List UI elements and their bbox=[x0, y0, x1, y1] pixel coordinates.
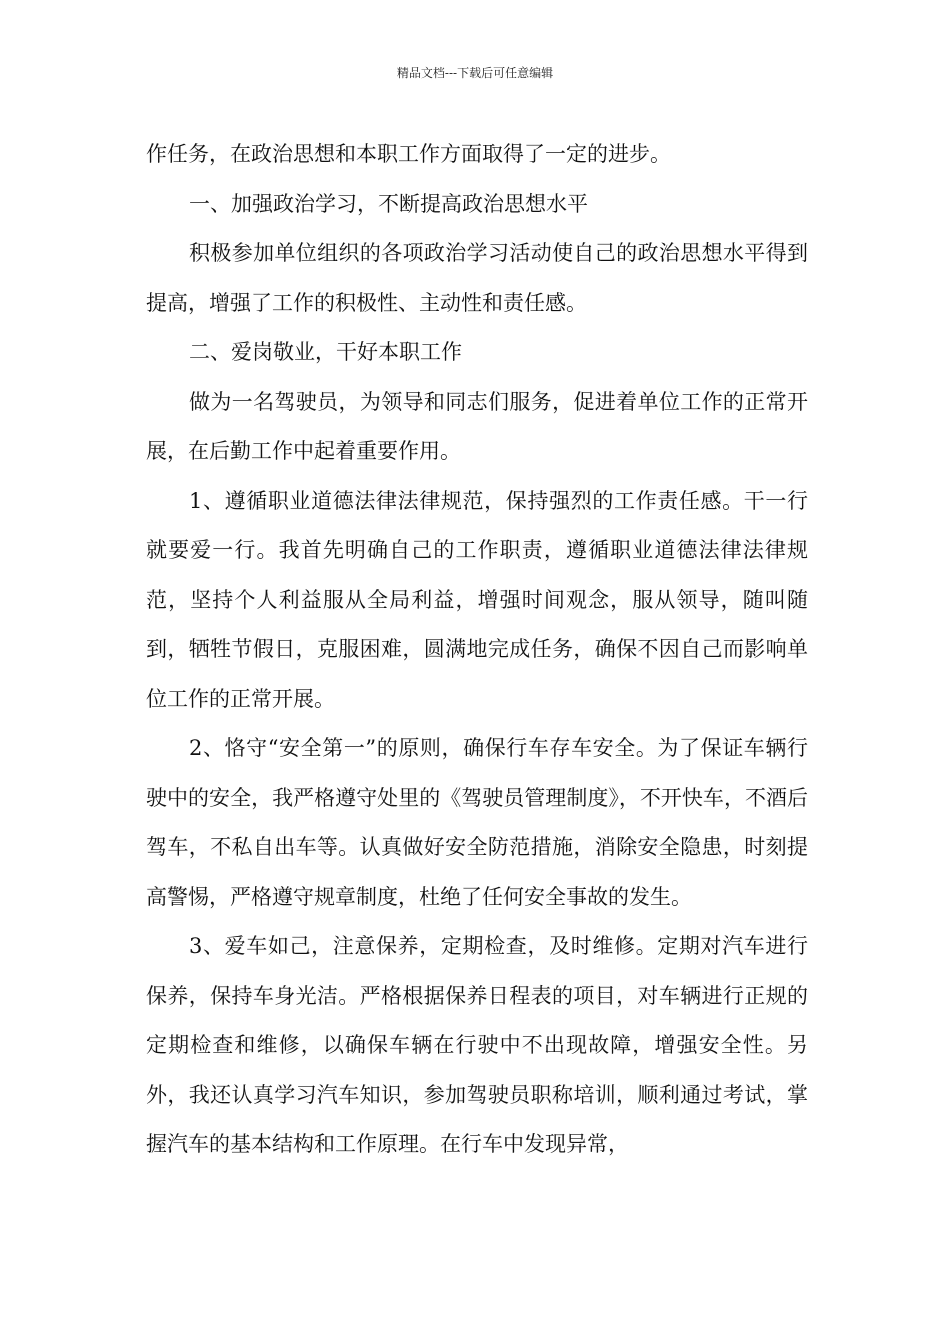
paragraph-item-1-ethics: 1、遵循职业道德法律法律规范，保持强烈的工作责任感。干一行就要爱一行。我首先明确自己的工作职责，遵循职业道德法律法律规范，坚持个人利益服从全局利益，增强时间观念，服从领导，随叫随到，牺牲节假日，克服困难，圆满地完成任务，确保不因自己而影响单位工作的正常开展。 bbox=[146, 488, 808, 711]
paragraph-political-study: 积极参加单位组织的各项政治学习活动使自己的政治思想水平得到提高，增强了工作的积极性、主动性和责任感。 bbox=[146, 241, 808, 315]
page-header: 精品文档---下载后可任意编辑 bbox=[396, 66, 554, 80]
section-heading-political-study: 一、加强政治学习，不断提高政治思想水平 bbox=[189, 191, 588, 216]
paragraph-item-3-maintenance: 3、爱车如己，注意保养，定期检查，及时维修。定期对汽车进行保养，保持车身光洁。严格根据保养日程表的项目，对车辆进行正规的定期检查和维修，以确保车辆在行驶中不出现故障，增强安全性。另外，我还认真学习汽车知识，参加驾驶员职称培训，顺利通过考试，掌握汽车的基本结构和工作原理。在行车中发现异常， bbox=[146, 934, 808, 1156]
section-heading-job-dedication: 二、爱岗敬业，干好本职工作 bbox=[189, 340, 462, 364]
paragraph-continuation: 作任务，在政治思想和本职工作方面取得了一定的进步。 bbox=[146, 142, 671, 166]
paragraph-driver-role: 做为一名驾驶员，为领导和同志们服务，促进着单位工作的正常开展，在后勤工作中起着重要作用。 bbox=[146, 389, 808, 463]
document-body bbox=[146, 130, 808, 1170]
paragraph-item-2-safety: 2、恪守“安全第一”的原则，确保行车存车安全。为了保证车辆行驶中的安全，我严格遵守处里的《驾驶员管理制度》，不开快车，不酒后驾车，不私自出车等。认真做好安全防范措施，消除安全隐患，时刻提高警惕，严格遵守规章制度，杜绝了任何安全事故的发生。 bbox=[146, 736, 808, 909]
